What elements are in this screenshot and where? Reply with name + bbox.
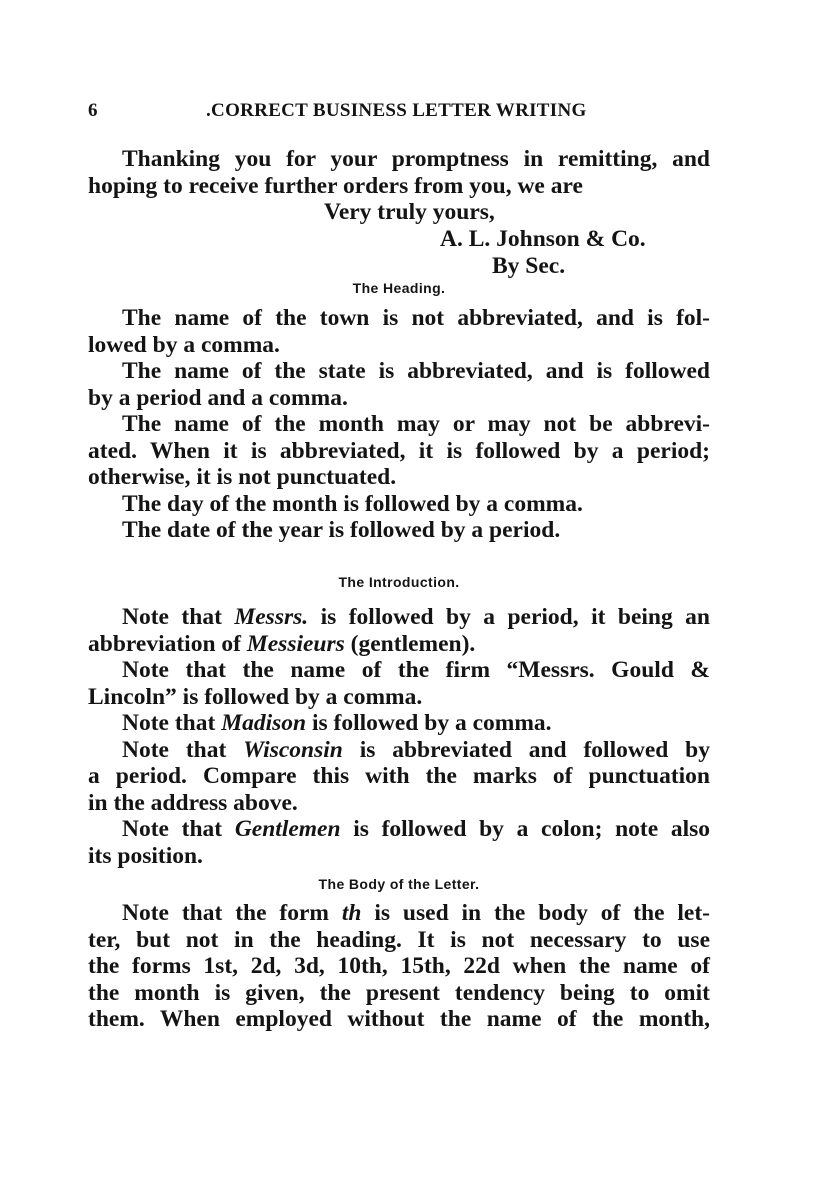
- closing-paragraph: [88, 146, 710, 199]
- emphasis: th: [341, 900, 362, 926]
- closing-line: Thanking you for your promptness in remitting, and: [122, 146, 710, 172]
- page-header: [88, 96, 710, 128]
- text-line: lowed by a comma.: [88, 331, 280, 358]
- text-line: ated. When it is abbreviated, it is followed by a period;: [88, 437, 710, 464]
- text-line: The name of the town is not abbreviated, and is fol-: [122, 305, 710, 331]
- signature: A. L. Johnson & Co.: [440, 226, 646, 252]
- text-line: Lincoln” is followed by a comma.: [88, 683, 423, 710]
- running-title: .CORRECT BUSINESS LETTER WRITING: [206, 100, 587, 121]
- text-line: a period. Compare this with the marks of punctuation: [88, 763, 710, 789]
- complimentary-close: Very truly yours,: [324, 199, 495, 225]
- page-number: 6: [88, 100, 98, 121]
- section-title-introduction: The Introduction.: [338, 574, 460, 590]
- signature-by: By Sec.: [492, 253, 566, 279]
- text-line: The day of the month is followed by a comma.: [122, 490, 583, 517]
- section-title-heading: The Heading.: [352, 280, 446, 296]
- text-line: abbreviation of Messieurs (gentlemen).: [88, 630, 476, 657]
- text-line: The date of the year is followed by a period.: [122, 517, 561, 543]
- text-line: Note that Messrs. is followed by a period, it being an: [122, 604, 710, 630]
- text-line: its position.: [88, 842, 203, 869]
- emphasis: Wisconsin: [243, 736, 343, 763]
- section-title-body: The Body of the Letter.: [318, 876, 480, 892]
- text-line: Note that Wisconsin is abbreviated and followed by: [122, 736, 710, 763]
- text-line: by a period and a comma.: [88, 384, 348, 411]
- emphasis: Messrs.: [234, 604, 309, 630]
- emphasis: Madison: [221, 710, 307, 736]
- text-line: the forms 1st, 2d, 3d, 10th, 15th, 22d when the name of: [88, 953, 710, 979]
- closing-line: hoping to receive further orders from you, we are: [88, 172, 583, 199]
- text-line: ter, but not in the heading. It is not necessary to use: [88, 926, 710, 953]
- heading-notes: [88, 305, 710, 544]
- text-line: The name of the month may or may not be abbrevi-: [122, 411, 710, 437]
- text-line: in the address above.: [88, 789, 298, 816]
- text-line: Note that Madison is followed by a comma.: [122, 710, 552, 736]
- text-line: Note that Gentlemen is followed by a colon; note also: [122, 816, 710, 842]
- emphasis: Messieurs: [246, 630, 345, 657]
- emphasis: Gentlemen: [234, 816, 341, 842]
- text-line: Note that the form th is used in the body of the let-: [122, 900, 711, 926]
- introduction-notes: [88, 604, 710, 869]
- text-line: them. When employed without the name of the month,: [88, 1006, 710, 1032]
- body-notes: [88, 900, 710, 1033]
- text-line: Note that the name of the firm “Messrs. Gould &: [122, 657, 710, 683]
- text-line: the month is given, the present tendency being to omit: [88, 979, 710, 1006]
- text-line: otherwise, it is not punctuated.: [88, 464, 397, 490]
- text-line: The name of the state is abbreviated, and is followed: [122, 358, 710, 384]
